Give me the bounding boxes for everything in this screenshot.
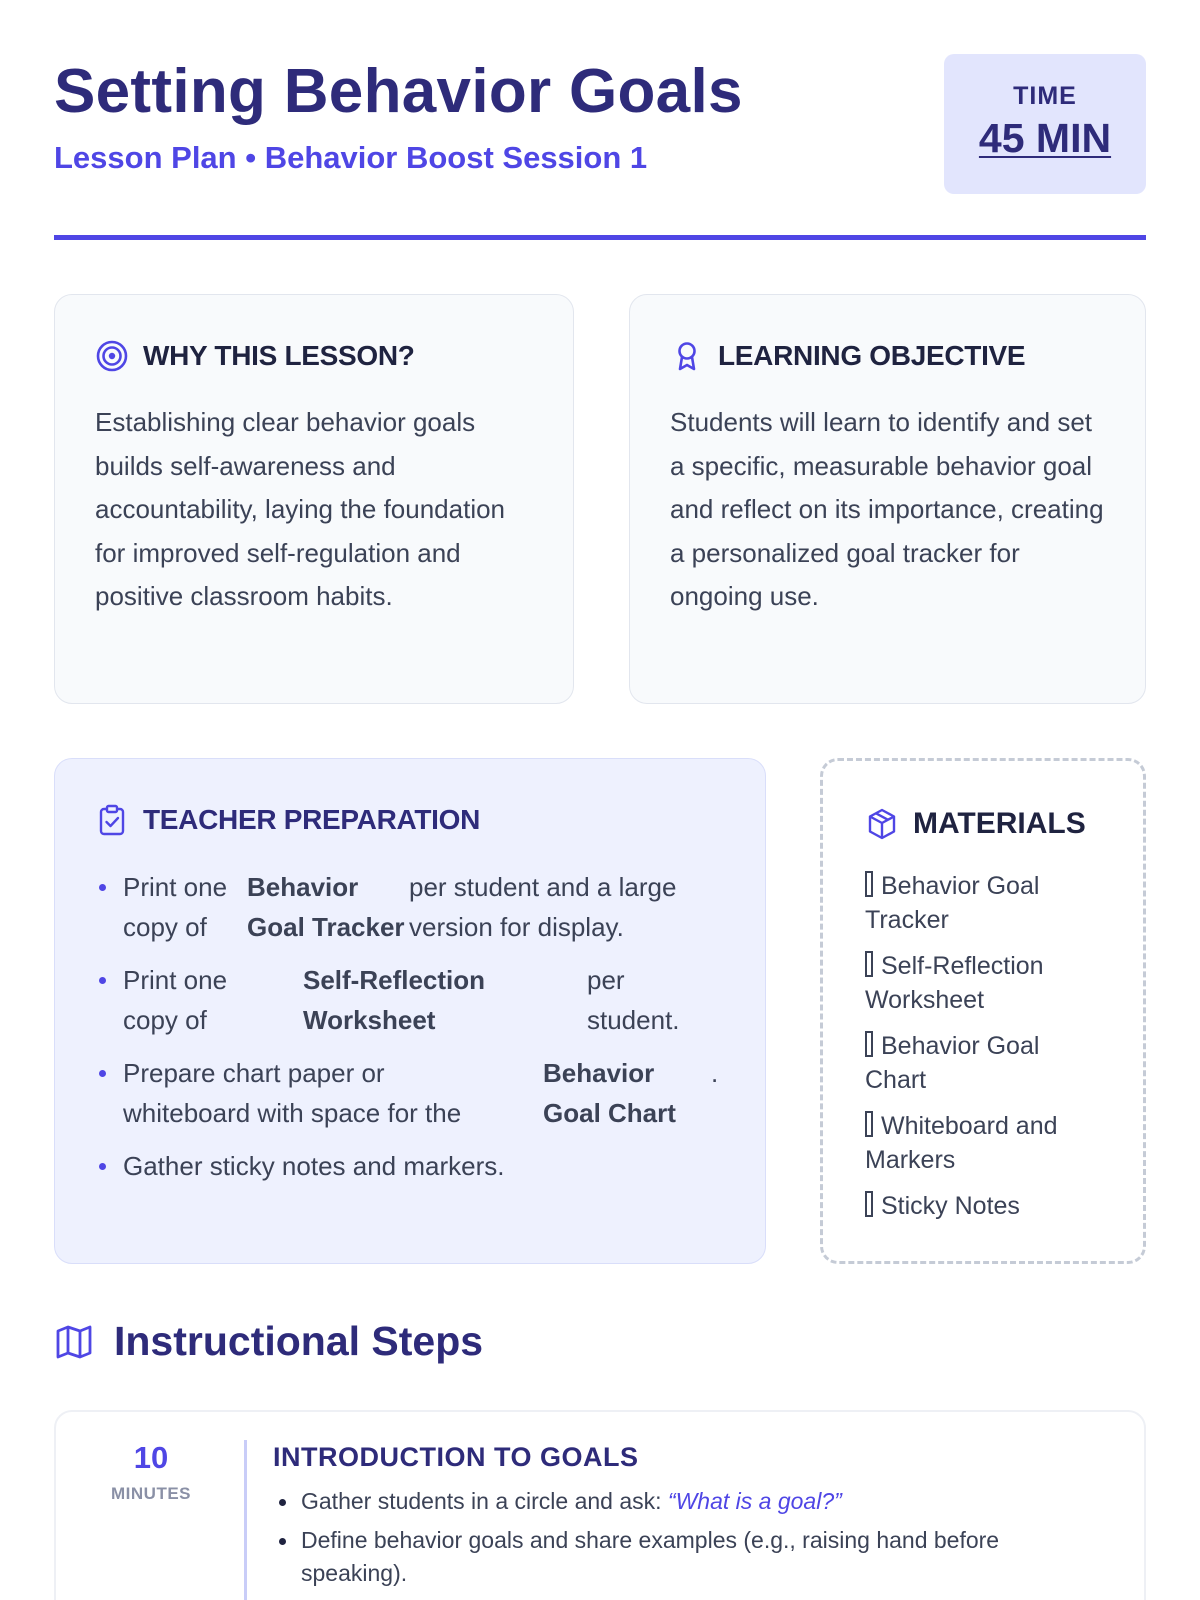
prep-item-text: whiteboard with space for the (123, 1098, 462, 1128)
objective-card (629, 294, 1146, 704)
objective-title: LEARNING OBJECTIVE (718, 340, 1026, 371)
prep-item-bold: Self-Reflection (303, 965, 486, 995)
time-value: 45 MIN (978, 115, 1112, 161)
material-label: Behavior Goal (881, 872, 1040, 900)
prep-item-bold: Goal Tracker (247, 912, 405, 942)
step-item (273, 1485, 1104, 1518)
material-label: Markers (865, 1146, 956, 1174)
prep-item-text: Print one (123, 965, 228, 995)
prep-item-text: copy of (123, 912, 207, 942)
missing-glyph-icon (865, 1111, 873, 1137)
materials-card (820, 758, 1146, 1264)
why-body: Establishing clear behavior goals builds self-awareness and accountability, laying the foundation for improved self-regulation and positive classroom habits. (95, 407, 506, 611)
step-minutes-label: MINUTES (111, 1484, 191, 1503)
objective-body: Students will learn to identify and set a specific, measurable behavior goal and reflect on its importance, creating a personalized goal tracker for ongoing use. (670, 407, 1104, 611)
step-item (273, 1524, 1104, 1590)
page-title: Setting Behavior Goals (54, 57, 743, 126)
material-item (865, 1189, 1119, 1223)
prep-item-bold: Behavior (247, 872, 359, 902)
material-item (865, 1029, 1119, 1097)
material-label: Sticky Notes (881, 1192, 1020, 1220)
material-item (865, 869, 1119, 937)
prep-item-text: Gather sticky notes and markers. (123, 1151, 505, 1181)
prep-item-bold: Behavior (543, 1058, 655, 1088)
lesson-header (54, 48, 1146, 240)
step-item-text: Gather students in a circle and ask: (301, 1488, 668, 1514)
prep-item-text: copy of (123, 1005, 207, 1035)
prep-item-text: Prepare chart paper or (123, 1058, 385, 1088)
prep-item (95, 1146, 725, 1186)
teacher-preparation-card (54, 758, 766, 1264)
target-icon (95, 339, 129, 373)
material-label: Self-Reflection (881, 952, 1044, 980)
step-content (273, 1442, 1104, 1596)
why-title: WHY THIS LESSON? (143, 340, 415, 371)
steps-title: Instructional Steps (114, 1318, 484, 1364)
step-card (54, 1410, 1146, 1600)
prep-item-text: per (587, 965, 625, 995)
why-card (54, 294, 574, 704)
map-icon (54, 1322, 94, 1362)
clipboard-check-icon (95, 803, 129, 837)
prep-item-text: version for display. (409, 912, 624, 942)
objective-card-header (670, 339, 1025, 373)
missing-glyph-icon (865, 1191, 873, 1217)
prep-item-text: Print one (123, 872, 228, 902)
step-list (273, 1485, 1104, 1590)
material-label: Whiteboard and (881, 1112, 1058, 1140)
step-title: INTRODUCTION TO GOALS (273, 1442, 639, 1472)
step-duration (56, 1440, 246, 1504)
material-label: Chart (865, 1066, 927, 1094)
prep-item (95, 867, 725, 947)
page-subtitle: Lesson Plan • Behavior Boost Session 1 (54, 140, 648, 175)
header-divider (54, 235, 1146, 240)
prep-item-text: . (711, 1058, 719, 1088)
why-card-header (95, 339, 415, 373)
material-label: Worksheet (865, 986, 985, 1014)
prep-title: TEACHER PREPARATION (143, 804, 481, 835)
step-item-quote: “What is a goal?” (667, 1488, 842, 1514)
prep-card-header (95, 803, 480, 837)
step-item-text: Define behavior goals and share examples (e.g., raising hand before speaking). (301, 1527, 1000, 1586)
award-icon (670, 339, 704, 373)
materials-card-header (865, 807, 1086, 841)
missing-glyph-icon (865, 951, 873, 977)
prep-item-text: per student and a large (409, 872, 677, 902)
step-minutes: 10 (133, 1440, 169, 1475)
prep-item-text: student. (587, 1005, 680, 1035)
time-badge (944, 54, 1146, 194)
material-item (865, 949, 1119, 1017)
prep-item-bold: Goal Chart (543, 1098, 676, 1128)
material-label: Tracker (865, 906, 949, 934)
material-item (865, 1109, 1119, 1177)
package-icon (865, 807, 899, 841)
steps-header (54, 1318, 483, 1365)
prep-list (95, 867, 725, 1199)
materials-list (865, 869, 1119, 1235)
prep-item (95, 960, 725, 1040)
materials-title: MATERIALS (913, 807, 1086, 840)
step-divider (244, 1440, 247, 1600)
missing-glyph-icon (865, 1031, 873, 1057)
missing-glyph-icon (865, 871, 873, 897)
prep-item (95, 1053, 725, 1133)
prep-item-bold: Worksheet (303, 1005, 436, 1035)
material-label: Behavior Goal (881, 1032, 1040, 1060)
time-label: TIME (1013, 82, 1077, 110)
